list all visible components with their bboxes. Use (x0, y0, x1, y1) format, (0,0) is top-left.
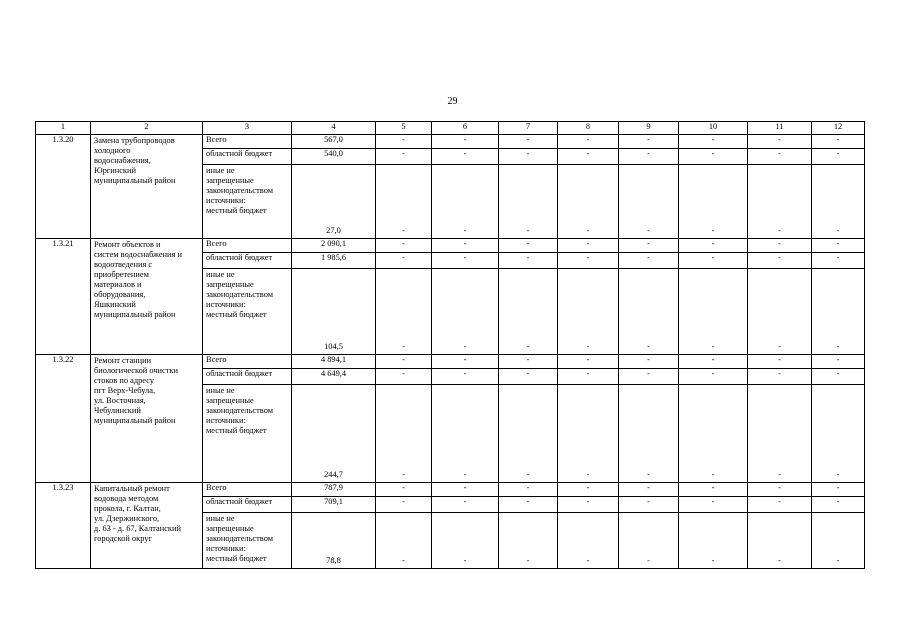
empty-value: - (748, 165, 812, 239)
empty-value: - (812, 497, 865, 513)
item-name-line: прокола, г. Калтан, (94, 504, 161, 513)
empty-value: - (432, 385, 499, 483)
empty-value: - (432, 269, 499, 355)
source-other-line: источники: (206, 416, 246, 425)
empty-value: - (619, 239, 679, 253)
table-header-row (36, 122, 865, 135)
empty-value: - (619, 355, 679, 369)
source-other-label (203, 165, 292, 239)
empty-value: - (679, 497, 748, 513)
source-other-line: источники: (206, 196, 246, 205)
source-other-line: источники: (206, 300, 246, 309)
empty-value: - (812, 269, 865, 355)
empty-value: - (748, 355, 812, 369)
empty-value: - (748, 239, 812, 253)
empty-value: - (499, 269, 558, 355)
empty-value: - (679, 149, 748, 165)
empty-value: - (499, 369, 558, 385)
empty-value: - (432, 483, 499, 497)
empty-value: - (499, 239, 558, 253)
item-name-line: муниципальный район (94, 416, 176, 425)
item-name-line: Ремонт станции (94, 356, 152, 365)
empty-value: - (748, 369, 812, 385)
empty-value: - (432, 165, 499, 239)
empty-value: - (558, 253, 619, 269)
item-name-line: Чебулинский (94, 406, 141, 415)
source-other-label (203, 269, 292, 355)
empty-value: - (558, 135, 619, 149)
empty-value: - (376, 369, 432, 385)
empty-value: - (499, 253, 558, 269)
empty-value: - (558, 149, 619, 165)
source-other-line: законодательством (206, 290, 274, 299)
empty-value: - (812, 135, 865, 149)
empty-value: - (376, 385, 432, 483)
empty-value: - (679, 513, 748, 569)
empty-value: - (619, 253, 679, 269)
empty-value: - (499, 513, 558, 569)
regional-value: 1 985,6 (292, 253, 376, 269)
empty-value: - (558, 165, 619, 239)
item-code: 1.3.23 (36, 483, 91, 569)
source-other-line: законодательством (206, 534, 274, 543)
item-name (91, 483, 203, 569)
source-other-line: иные не (206, 514, 235, 523)
item-name-line: материалов и (94, 280, 142, 289)
source-other-label (203, 385, 292, 483)
source-other-line: запрещенные (206, 524, 254, 533)
item-code: 1.3.20 (36, 135, 91, 239)
empty-value: - (558, 513, 619, 569)
item-name-line: ул. Дзержинского, (94, 514, 160, 523)
column-header: 11 (748, 122, 812, 135)
item-name-line: муниципальный район (94, 310, 176, 319)
source-other-line: запрещенные (206, 176, 254, 185)
column-header: 12 (812, 122, 865, 135)
empty-value: - (376, 483, 432, 497)
item-code: 1.3.22 (36, 355, 91, 483)
item-name-line: городской округ (94, 534, 152, 543)
total-value: 787,9 (292, 483, 376, 497)
budget-table (35, 121, 865, 569)
empty-value: - (619, 369, 679, 385)
empty-value: - (748, 497, 812, 513)
source-other-line: источники: (206, 544, 246, 553)
source-other-line: законодательством (206, 406, 274, 415)
empty-value: - (619, 513, 679, 569)
item-name-line: Замена трубопроводов (94, 136, 175, 145)
empty-value: - (432, 239, 499, 253)
empty-value: - (812, 253, 865, 269)
item-name-line: д. 63 - д. 67, Калтанский (94, 524, 181, 533)
empty-value: - (376, 513, 432, 569)
table-row (36, 135, 865, 149)
empty-value: - (499, 385, 558, 483)
source-regional-label: областной бюджет (203, 369, 292, 385)
column-header: 6 (432, 122, 499, 135)
source-total-label: Всего (203, 355, 292, 369)
empty-value: - (376, 253, 432, 269)
column-header: 8 (558, 122, 619, 135)
local-value: 27,0 (292, 165, 376, 239)
empty-value: - (812, 239, 865, 253)
empty-value: - (558, 385, 619, 483)
item-name-line: систем водоснабжения и (94, 250, 182, 259)
item-name (91, 135, 203, 239)
item-name-line: холодного (94, 146, 131, 155)
item-name (91, 239, 203, 355)
regional-value: 709,1 (292, 497, 376, 513)
column-header: 1 (36, 122, 91, 135)
source-other-line: местный бюджет (206, 554, 267, 563)
source-other-line: запрещенные (206, 396, 254, 405)
item-name (91, 355, 203, 483)
empty-value: - (558, 369, 619, 385)
empty-value: - (679, 239, 748, 253)
empty-value: - (679, 385, 748, 483)
empty-value: - (499, 355, 558, 369)
column-header: 3 (203, 122, 292, 135)
empty-value: - (619, 135, 679, 149)
source-total-label: Всего (203, 135, 292, 149)
total-value: 2 090,1 (292, 239, 376, 253)
empty-value: - (748, 149, 812, 165)
total-value: 4 894,1 (292, 355, 376, 369)
empty-value: - (376, 269, 432, 355)
source-other-line: местный бюджет (206, 426, 267, 435)
item-name-line: пгт Верх-Чебула, (94, 386, 156, 395)
table-row (36, 483, 865, 497)
item-name-line: приобретением (94, 270, 149, 279)
regional-value: 4 649,4 (292, 369, 376, 385)
empty-value: - (679, 483, 748, 497)
item-name-line: стоков по адресу (94, 376, 154, 385)
item-name-line: водовода методом (94, 494, 159, 503)
empty-value: - (558, 355, 619, 369)
empty-value: - (748, 483, 812, 497)
item-name-line: Капитальный ремонт (94, 484, 170, 493)
empty-value: - (812, 165, 865, 239)
table-row (36, 239, 865, 253)
column-header: 7 (499, 122, 558, 135)
empty-value: - (376, 135, 432, 149)
source-other-label (203, 513, 292, 569)
empty-value: - (376, 497, 432, 513)
source-other-line: законодательством (206, 186, 274, 195)
empty-value: - (748, 253, 812, 269)
empty-value: - (499, 483, 558, 497)
empty-value: - (748, 269, 812, 355)
regional-value: 540,0 (292, 149, 376, 165)
empty-value: - (499, 149, 558, 165)
empty-value: - (558, 239, 619, 253)
item-name-line: водоотведения с (94, 260, 153, 269)
empty-value: - (376, 149, 432, 165)
source-other-line: иные не (206, 386, 235, 395)
item-name-line: муниципальный район (94, 176, 176, 185)
source-regional-label: областной бюджет (203, 497, 292, 513)
empty-value: - (812, 513, 865, 569)
empty-value: - (812, 385, 865, 483)
empty-value: - (499, 165, 558, 239)
empty-value: - (499, 497, 558, 513)
item-name-line: оборудования, (94, 290, 146, 299)
item-name-line: биологической очистки (94, 366, 178, 375)
page-number: 29 (447, 96, 458, 107)
empty-value: - (812, 149, 865, 165)
empty-value: - (432, 369, 499, 385)
empty-value: - (432, 149, 499, 165)
column-header: 2 (91, 122, 203, 135)
source-total-label: Всего (203, 239, 292, 253)
source-other-line: местный бюджет (206, 310, 267, 319)
source-regional-label: областной бюджет (203, 149, 292, 165)
source-other-line: иные не (206, 270, 235, 279)
item-name-line: Юргинский (94, 166, 136, 175)
empty-value: - (619, 149, 679, 165)
empty-value: - (679, 165, 748, 239)
empty-value: - (679, 269, 748, 355)
empty-value: - (619, 165, 679, 239)
empty-value: - (499, 135, 558, 149)
empty-value: - (558, 497, 619, 513)
item-name-line: Ремонт объектов и (94, 240, 161, 249)
column-header: 9 (619, 122, 679, 135)
column-header: 10 (679, 122, 748, 135)
empty-value: - (748, 385, 812, 483)
empty-value: - (432, 355, 499, 369)
empty-value: - (679, 369, 748, 385)
empty-value: - (558, 483, 619, 497)
empty-value: - (748, 513, 812, 569)
empty-value: - (558, 269, 619, 355)
item-code: 1.3.21 (36, 239, 91, 355)
empty-value: - (812, 369, 865, 385)
source-other-line: местный бюджет (206, 206, 267, 215)
empty-value: - (619, 497, 679, 513)
source-other-line: иные не (206, 166, 235, 175)
column-header: 4 (292, 122, 376, 135)
empty-value: - (812, 483, 865, 497)
table-body (36, 135, 865, 569)
empty-value: - (619, 385, 679, 483)
empty-value: - (432, 497, 499, 513)
empty-value: - (748, 135, 812, 149)
source-total-label: Всего (203, 483, 292, 497)
empty-value: - (679, 135, 748, 149)
empty-value: - (679, 253, 748, 269)
source-other-line: запрещенные (206, 280, 254, 289)
empty-value: - (619, 269, 679, 355)
item-name-line: ул. Восточная, (94, 396, 146, 405)
empty-value: - (376, 239, 432, 253)
column-header: 5 (376, 122, 432, 135)
source-regional-label: областной бюджет (203, 253, 292, 269)
local-value: 244,7 (292, 385, 376, 483)
local-value: 78,8 (292, 513, 376, 569)
empty-value: - (432, 135, 499, 149)
empty-value: - (376, 165, 432, 239)
table-row (36, 355, 865, 369)
empty-value: - (679, 355, 748, 369)
empty-value: - (432, 253, 499, 269)
total-value: 567,0 (292, 135, 376, 149)
empty-value: - (432, 513, 499, 569)
empty-value: - (812, 355, 865, 369)
item-name-line: водоснабжения, (94, 156, 151, 165)
empty-value: - (376, 355, 432, 369)
item-name-line: Яшкинский (94, 300, 136, 309)
empty-value: - (619, 483, 679, 497)
local-value: 104,5 (292, 269, 376, 355)
